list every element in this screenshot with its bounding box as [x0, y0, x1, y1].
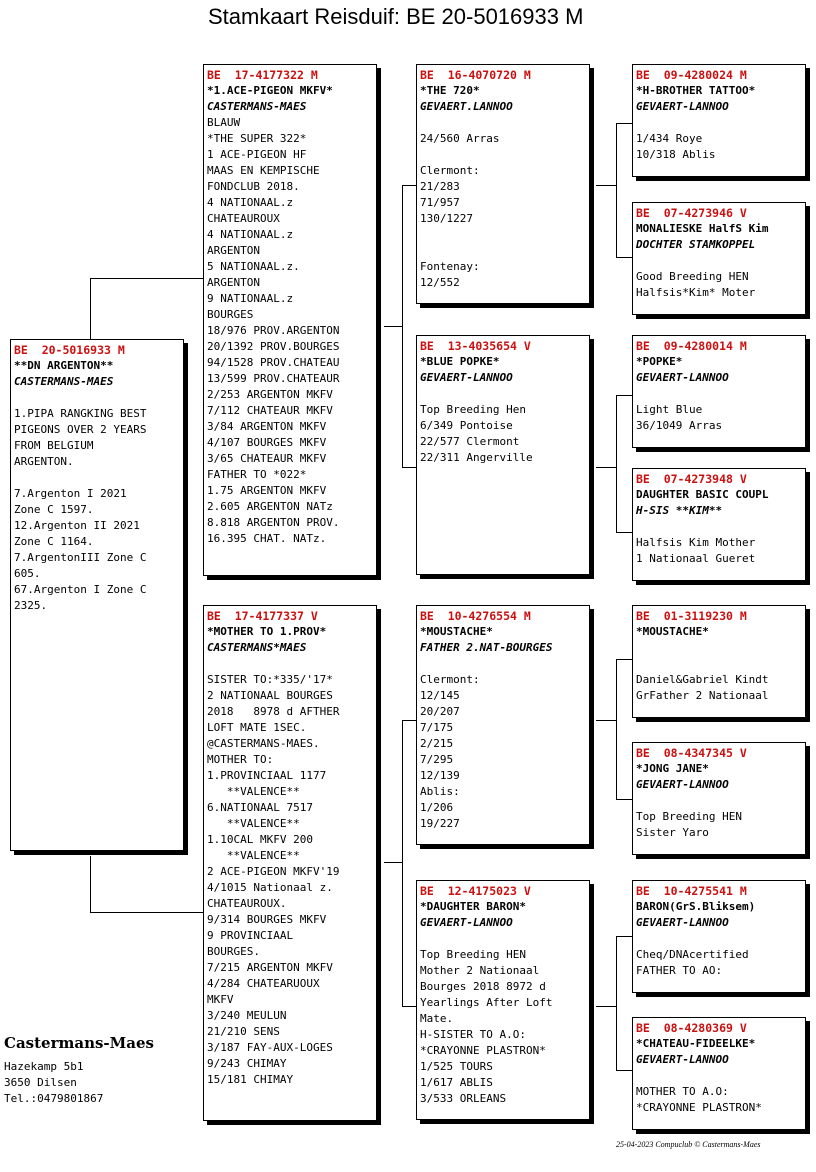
ring-number: BE 17-4177322 M — [207, 68, 318, 82]
ring-number: BE 20-5016933 M — [14, 343, 125, 357]
result-line: 1 ACE-PIGEON HF — [207, 148, 307, 161]
connector-line — [596, 467, 616, 468]
result-line — [636, 793, 802, 809]
pigeon-name: MONALIESKE HalfS Kim — [636, 222, 769, 235]
result-line: ARGENTON — [207, 276, 260, 289]
result-line: 3/187 FAY-AUX-LOGES — [207, 1041, 333, 1054]
pigeon-name: *MOTHER TO 1.PROV* — [207, 625, 327, 638]
result-line: Halfsis Kim Mother — [636, 536, 756, 549]
result-line: Ablis: — [420, 785, 460, 798]
result-line: 7/215 ARGENTON MKFV — [207, 961, 333, 974]
result-line — [420, 227, 586, 243]
pigeon-card-mff — [632, 605, 806, 718]
breeder-name: GEVAERT-LANNOO — [636, 916, 729, 929]
result-line — [636, 519, 802, 535]
breeder-name: CASTERMANS-MAES — [207, 100, 307, 113]
pigeon-card-mmm — [632, 1017, 806, 1130]
pigeon-card-fmm — [632, 468, 806, 581]
result-line: 9 PROVINCIAAL — [207, 929, 294, 942]
result-line: Light Blue — [636, 403, 703, 416]
result-line — [636, 656, 802, 672]
result-line: 2.605 ARGENTON NATz — [207, 500, 333, 513]
result-line: Mate. — [420, 1012, 454, 1025]
pigeon-name: *H-BROTHER TATTOO* — [636, 84, 756, 97]
result-line: Clermont: — [420, 673, 480, 686]
result-line: Cheq/DNAcertified — [636, 948, 749, 961]
result-line — [636, 1068, 802, 1084]
result-line: FONDCLUB 2018. — [207, 180, 300, 193]
connector-line — [616, 936, 617, 1070]
pigeon-name: *POPKE* — [636, 355, 683, 368]
result-line — [14, 390, 180, 406]
connector-line — [616, 936, 632, 937]
result-line: Zone C 1164. — [14, 535, 94, 548]
result-line: 6.NATIONAAL 7517 — [207, 801, 313, 814]
connector-line — [90, 856, 91, 912]
result-line: 4/1015 Nationaal z. — [207, 881, 333, 894]
connector-line — [402, 185, 403, 467]
result-line: 7/112 CHATEAUR MKFV — [207, 404, 333, 417]
result-line: 21/210 SENS — [207, 1025, 280, 1038]
result-line: ARGENTON. — [14, 455, 74, 468]
result-line: 67.Argenton I Zone C — [14, 583, 147, 596]
result-line — [207, 656, 373, 672]
result-line: 20/207 — [420, 705, 460, 718]
ring-number: BE 07-4273948 V — [636, 472, 747, 486]
pigeon-name: *MOUSTACHE* — [420, 625, 493, 638]
connector-line — [90, 278, 91, 340]
result-line — [420, 931, 586, 947]
breeder-name: DOCHTER STAMKOPPEL — [636, 238, 756, 251]
result-line: **VALENCE** — [207, 817, 300, 830]
result-line: BOURGES — [207, 308, 254, 321]
connector-line — [402, 1006, 417, 1007]
page-title: Stamkaart Reisduif: BE 20-5016933 M — [208, 4, 584, 29]
breeder-name: FATHER 2.NAT-BOURGES — [420, 641, 553, 654]
owner-phone: Tel.:0479801867 — [4, 1092, 104, 1105]
result-line: 4/107 BOURGES MKFV — [207, 436, 327, 449]
breeder-name: GEVAERT-LANNOO — [636, 371, 729, 384]
result-line: 22/311 Angerville — [420, 451, 533, 464]
ring-number: BE 08-4280369 V — [636, 1021, 747, 1035]
connector-line — [616, 395, 617, 532]
connector-line — [90, 912, 204, 913]
breeder-name: GEVAERT-LANNOO — [636, 778, 729, 791]
pigeon-name: *DAUGHTER BARON* — [420, 900, 526, 913]
result-line: GrFather 2 Nationaal — [636, 689, 769, 702]
result-line — [420, 656, 586, 672]
breeder-name: GEVAERT-LANNOO — [636, 100, 729, 113]
result-line: 94/1528 PROV.CHATEAU — [207, 356, 340, 369]
result-line: PIGEONS OVER 2 YEARS — [14, 423, 147, 436]
connector-line — [90, 278, 204, 279]
result-line: 10/318 Ablis — [636, 148, 716, 161]
connector-line — [402, 185, 417, 186]
result-line: Yearlings After Loft — [420, 996, 553, 1009]
result-line: 15/181 CHIMAY — [207, 1073, 294, 1086]
result-line — [636, 253, 802, 269]
result-line: 2/253 ARGENTON MKFV — [207, 388, 333, 401]
breeder-name: GEVAERT.LANNOO — [420, 100, 513, 113]
result-line: 1/206 — [420, 801, 454, 814]
result-line: FATHER TO AO: — [636, 964, 723, 977]
result-line: Clermont: — [420, 164, 480, 177]
result-line: Daniel&Gabriel Kindt — [636, 673, 769, 686]
result-line: 13/599 PROV.CHATEAUR — [207, 372, 340, 385]
connector-line — [616, 659, 632, 660]
result-line: 2325. — [14, 599, 48, 612]
result-line: 9/314 BOURGES MKFV — [207, 913, 327, 926]
result-line: CHATEAUROUX — [207, 212, 280, 225]
pigeon-name: *MOUSTACHE* — [636, 625, 709, 638]
result-line: 2 ACE-PIGEON MKFV'19 — [207, 865, 340, 878]
result-line: 1/434 Roye — [636, 132, 703, 145]
result-line: 7/295 — [420, 753, 454, 766]
connector-line — [616, 123, 617, 257]
result-line: **VALENCE** — [207, 849, 300, 862]
result-line: Bourges 2018 8972 d — [420, 980, 546, 993]
result-line: 1.PROVINCIAAL 1177 — [207, 769, 327, 782]
result-line — [420, 115, 586, 131]
result-line: 7/175 — [420, 721, 454, 734]
breeder-name — [636, 640, 802, 656]
result-line — [14, 470, 180, 486]
result-line: 2/215 — [420, 737, 454, 750]
connector-line — [616, 532, 632, 533]
result-line: BLAUW — [207, 116, 241, 129]
result-line: 36/1049 Arras — [636, 419, 723, 432]
result-line: 22/577 Clermont — [420, 435, 520, 448]
result-line: MOTHER TO A.O: — [636, 1085, 729, 1098]
result-line: Good Breeding HEN — [636, 270, 749, 283]
result-line: MAAS EN KEMPISCHE — [207, 164, 320, 177]
result-line: 3/533 ORLEANS — [420, 1092, 507, 1105]
print-stamp: 25-04-2023 Compuclub © Castermans-Maes — [616, 1140, 761, 1149]
owner-street: Hazekamp 5b1 — [4, 1060, 84, 1073]
result-line: 605. — [14, 567, 41, 580]
pigeon-name: *THE 720* — [420, 84, 480, 97]
pigeon-name: *JONG JANE* — [636, 762, 709, 775]
pigeon-card-main — [10, 339, 184, 851]
result-line: 16.395 CHAT. NATz. — [207, 532, 327, 545]
pigeon-name: BARON(GrS.Bliksem) — [636, 900, 756, 913]
pigeon-card-father-father — [416, 64, 590, 304]
pigeon-name: DAUGHTER BASIC COUPL — [636, 488, 769, 501]
result-line — [420, 386, 586, 402]
connector-line — [616, 395, 632, 396]
result-line: 9 NATIONAAL.z — [207, 292, 294, 305]
result-line: Mother 2 Nationaal — [420, 964, 540, 977]
pigeon-card-ffm — [632, 202, 806, 315]
result-line: *CRAYONNE PLASTRON* — [636, 1101, 762, 1114]
result-line: 8.818 ARGENTON PROV. — [207, 516, 340, 529]
result-line: ARGENTON — [207, 244, 260, 257]
result-line: Top Breeding HEN — [636, 810, 742, 823]
result-line: 4/284 CHATEARUOUX — [207, 977, 320, 990]
breeder-name: GEVAERT-LANNOO — [636, 1053, 729, 1066]
result-line: 1/525 TOURS — [420, 1060, 493, 1073]
result-line: 7.ArgentonIII Zone C — [14, 551, 147, 564]
result-line — [420, 243, 586, 259]
ring-number: BE 13-4035654 V — [420, 339, 531, 353]
result-line: Halfsis*Kim* Moter — [636, 286, 756, 299]
connector-line — [402, 467, 417, 468]
result-line: BOURGES. — [207, 945, 260, 958]
connector-line — [616, 799, 632, 800]
result-line: FROM BELGIUM — [14, 439, 94, 452]
breeder-name: GEVAERT-LANNOO — [420, 371, 513, 384]
pigeon-name: *BLUE POPKE* — [420, 355, 500, 368]
ring-number: BE 12-4175023 V — [420, 884, 531, 898]
ring-number: BE 10-4275541 M — [636, 884, 747, 898]
pigeon-card-father — [203, 64, 377, 576]
result-line: 12.Argenton II 2021 — [14, 519, 140, 532]
pigeon-card-mother-father — [416, 605, 590, 845]
result-line: Fontenay: — [420, 260, 480, 273]
result-line: CHATEAUROUX. — [207, 897, 287, 910]
connector-line — [596, 1006, 616, 1007]
breeder-name: CASTERMANS*MAES — [207, 641, 307, 654]
result-line: 18/976 PROV.ARGENTON — [207, 324, 340, 337]
result-line: 2018 8978 d AFTHER — [207, 705, 340, 718]
pigeon-card-fmf — [632, 335, 806, 448]
pigeon-card-mfm — [632, 742, 806, 855]
pigeon-name: **DN ARGENTON** — [14, 359, 114, 372]
owner-city: 3650 Dilsen — [4, 1076, 77, 1089]
result-line — [636, 931, 802, 947]
connector-line — [384, 862, 402, 863]
result-line: 1 Nationaal Gueret — [636, 552, 756, 565]
result-line: 1.75 ARGENTON MKFV — [207, 484, 327, 497]
result-line: 12/145 — [420, 689, 460, 702]
result-line — [636, 115, 802, 131]
result-line: 9/243 CHIMAY — [207, 1057, 287, 1070]
result-line: **VALENCE** — [207, 785, 300, 798]
result-line: 19/227 — [420, 817, 460, 830]
pigeon-name: *1.ACE-PIGEON MKFV* — [207, 84, 333, 97]
result-line: 24/560 Arras — [420, 132, 500, 145]
pigeon-card-fff — [632, 64, 806, 177]
ring-number: BE 16-4070720 M — [420, 68, 531, 82]
breeder-name: H-SIS **KIM** — [636, 504, 723, 517]
result-line: MKFV — [207, 993, 234, 1006]
ring-number: BE 01-3119230 M — [636, 609, 747, 623]
pigeon-card-mmf — [632, 880, 806, 993]
ring-number: BE 08-4347345 V — [636, 746, 747, 760]
ring-number: BE 10-4276554 M — [420, 609, 531, 623]
connector-line — [402, 720, 417, 721]
result-line — [636, 386, 802, 402]
result-line: 4 NATIONAAL.z — [207, 196, 294, 209]
result-line: 4 NATIONAAL.z — [207, 228, 294, 241]
result-line: 3/240 MEULUN — [207, 1009, 287, 1022]
ring-number: BE 09-4280024 M — [636, 68, 747, 82]
result-line: 6/349 Pontoise — [420, 419, 513, 432]
result-line: 12/139 — [420, 769, 460, 782]
result-line: MOTHER TO: — [207, 753, 274, 766]
result-line: 21/283 — [420, 180, 460, 193]
connector-line — [596, 185, 616, 186]
connector-line — [402, 720, 403, 1006]
result-line: @CASTERMANS-MAES. — [207, 737, 320, 750]
result-line: 20/1392 PROV.BOURGES — [207, 340, 340, 353]
connector-line — [384, 326, 402, 327]
result-line: *THE SUPER 322* — [207, 132, 307, 145]
result-line: FATHER TO *022* — [207, 468, 307, 481]
result-line: 3/65 CHATEAUR MKFV — [207, 452, 327, 465]
result-line: 1.10CAL MKFV 200 — [207, 833, 313, 846]
result-line: Top Breeding Hen — [420, 403, 526, 416]
result-line: Zone C 1597. — [14, 503, 94, 516]
result-line: *CRAYONNE PLASTRON* — [420, 1044, 546, 1057]
result-line: LOFT MATE 1SEC. — [207, 721, 307, 734]
result-line: 71/957 — [420, 196, 460, 209]
owner-name: Castermans-Maes — [4, 1034, 154, 1052]
pigeon-card-mother — [203, 605, 377, 1121]
result-line: H-SISTER TO A.O: — [420, 1028, 526, 1041]
connector-line — [616, 659, 617, 799]
result-line — [420, 147, 586, 163]
connector-line — [596, 720, 616, 721]
result-line: 12/552 — [420, 276, 460, 289]
breeder-name: CASTERMANS-MAES — [14, 375, 114, 388]
result-line: 5 NATIONAAL.z. — [207, 260, 300, 273]
result-line: 3/84 ARGENTON MKFV — [207, 420, 327, 433]
result-line: Top Breeding HEN — [420, 948, 526, 961]
pigeon-card-father-mother — [416, 335, 590, 575]
result-line: Sister Yaro — [636, 826, 709, 839]
breeder-name: GEVAERT-LANNOO — [420, 916, 513, 929]
result-line: 1/617 ABLIS — [420, 1076, 493, 1089]
result-line: 7.Argenton I 2021 — [14, 487, 127, 500]
pigeon-card-mother-mother — [416, 880, 590, 1120]
result-line: 130/1227 — [420, 212, 473, 225]
ring-number: BE 09-4280014 M — [636, 339, 747, 353]
connector-line — [616, 257, 632, 258]
ring-number: BE 07-4273946 V — [636, 206, 747, 220]
pigeon-name: *CHATEAU-FIDEELKE* — [636, 1037, 756, 1050]
result-line: SISTER TO:*335/'17* — [207, 673, 333, 686]
connector-line — [616, 123, 632, 124]
result-line: 2 NATIONAAL BOURGES — [207, 689, 333, 702]
ring-number: BE 17-4177337 V — [207, 609, 318, 623]
result-line: 1.PIPA RANGKING BEST — [14, 407, 147, 420]
connector-line — [616, 1070, 632, 1071]
